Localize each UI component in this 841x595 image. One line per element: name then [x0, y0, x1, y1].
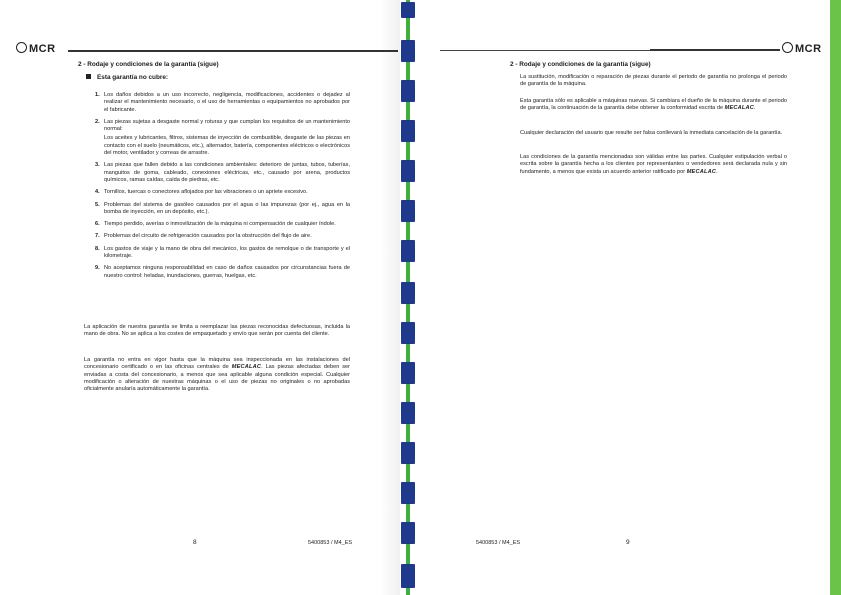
right-page	[420, 0, 828, 595]
binding-ring	[401, 402, 415, 424]
item-text	[104, 189, 350, 196]
list-item	[95, 233, 350, 240]
item-number: 6.	[95, 221, 100, 228]
binding-ring	[401, 362, 415, 384]
list-item	[95, 119, 350, 157]
section-title-right: 2 - Rodaje y condiciones de la garantía (sigue)	[510, 61, 651, 68]
item-body: Tiempo perdido, averías o inmovilización de la máquina ni compensación de cualquier índole.	[104, 221, 336, 228]
item-number: 5.	[95, 201, 100, 208]
section-title-left: 2 - Rodaje y condiciones de la garantía (sigue)	[78, 61, 219, 68]
mecalac-brand-logo: MECALAC	[231, 364, 262, 371]
list-item	[95, 92, 350, 114]
warranty-activation-paragraph	[84, 357, 350, 393]
left-page	[0, 0, 400, 595]
coverage-exclusions-heading	[86, 74, 168, 81]
binding-ring	[401, 120, 415, 142]
logo-text: MCR	[795, 43, 822, 55]
item-body: Los daños debidos a un uso incorrecto, negligencia, modificaciones, accidentes o dejadez al realizar el mantenimiento necesario, o el uso de herramientas o equipamientos no aprobados por el fabricante.	[104, 92, 350, 113]
binding-ring	[401, 40, 415, 62]
mecalac-brand-logo: MECALAC	[686, 168, 717, 175]
binding-ring	[401, 522, 415, 544]
item-text	[104, 202, 350, 217]
warranty-extension-paragraph: La sustitución, modificación o reparación de piezas durante el periodo de garantía no prolonga el periodo de garantía de la máquina.	[520, 74, 787, 88]
item-number: 7.	[95, 233, 100, 240]
item-subtext: Los aceites y lubricantes, filtros, sistemas de inyección de combustible, desgaste de las piezas en contacto con el suelo (neumáticos, etc.), alternador, batería, componentes eléctricos o electrónicos del motor, ventilador y correas de arrastre.	[104, 135, 350, 157]
item-body: No aceptamos ninguna responsabilidad en caso de daños causados por circunstancias fuera de nuestro control: heladas, inundaciones, guerras, huelgas, etc.	[104, 265, 350, 279]
logo-text: MCR	[29, 43, 56, 55]
list-item	[95, 189, 350, 196]
list-item	[95, 265, 350, 280]
binding-ring	[401, 442, 415, 464]
bullet-label: Esta garantía no cubre:	[97, 74, 169, 81]
item-text	[104, 92, 350, 114]
doc-code-right: 5400853 / M4_ES	[476, 540, 521, 546]
binding-ring	[401, 482, 415, 504]
page-number-right: 9	[626, 539, 630, 546]
item-body: Las piezas sujetas a desgaste normal y roturas y que cumplan los requisitos de un mantenimiento normal:	[104, 118, 350, 133]
item-text	[104, 221, 350, 228]
item-number: 9.	[95, 265, 100, 272]
list-item	[95, 202, 350, 217]
page-number-left: 8	[193, 539, 197, 546]
binding-ring	[401, 200, 415, 222]
list-item	[95, 221, 350, 228]
binding-ring	[401, 564, 415, 588]
warranty-scope-paragraph: La aplicación de nuestra garantía se limita a reemplazar las piezas reconocidas defectuosas, incluida la mano de obra. No se aplica a los costes de empaquetado y envío que serán por cuenta del cliente.	[84, 324, 350, 338]
item-text	[104, 265, 350, 280]
binding-ring	[401, 2, 415, 18]
mcr-logo-right	[782, 42, 822, 55]
exclusions-list	[95, 92, 350, 285]
doc-code-left: 5400853 / M4_ES	[308, 540, 353, 546]
header-rule	[68, 50, 398, 52]
item-body: Problemas del sistema de gasóleo causados por el agua o las impurezas (por ej., agua en la bomba de inyección, en un depósito, etc.).	[104, 201, 350, 215]
item-number: 2.	[95, 118, 100, 125]
item-body: Problemas del circuito de refrigeración causados por la obstrucción del flujo de aire.	[104, 233, 312, 240]
item-text	[104, 119, 350, 157]
paragraph-text: .	[754, 105, 756, 112]
paragraph-text: .	[716, 168, 718, 175]
item-number: 1.	[95, 92, 100, 98]
binding-ring	[401, 282, 415, 304]
item-body: Tornillos, tuercas o conectores aflojados por las vibraciones o un apriete excesivo.	[104, 189, 308, 196]
item-number: 3.	[95, 162, 100, 169]
mecalac-brand-logo: MECALAC	[724, 105, 755, 112]
item-text	[104, 233, 350, 240]
item-text	[104, 246, 350, 261]
conditions-validity-paragraph	[520, 154, 787, 176]
item-body: Las piezas que fallen debido a las condiciones ambientales: deterioro de juntas, tubos, tuberías, manguitos de goma, cableado, conexiones eléctricas, etc., causado por arena, productos químicos, ramas caídas, caída de piedras, etc.	[104, 162, 350, 183]
binding-ring	[401, 322, 415, 344]
gutter-shadow	[380, 0, 400, 595]
item-text	[104, 162, 350, 184]
header-rule-bold	[650, 49, 780, 51]
mcr-logo-left	[16, 42, 56, 55]
logo-circle-icon	[16, 42, 27, 53]
list-item	[95, 162, 350, 184]
paragraph-text: . Las piezas afectadas deben ser enviadas a costa del concesionario, a menos que sea aplicable alguna condición especial. Cualquier modificación o alteración de nuestras máquinas o el uso de piezas no originales o no aprobadas oficialmente anularía automáticamente la garantía.	[84, 364, 350, 393]
binding-ring	[401, 80, 415, 102]
paragraph-text: Las condiciones de la garantía mencionadas son válidas entre las partes. Cualquier estipulación verbal o escrita sobre la garantía hecha a los clientes por representantes o vendedores será declarada nula y sin fundamento, a menos que exista un acuerdo anterior ratificado por	[520, 154, 787, 175]
item-number: 8.	[95, 245, 100, 252]
list-item	[95, 246, 350, 261]
paragraph-text: Esta garantía sólo es aplicable a máquinas nuevas. Si cambiara el dueño de la máquina durante el periodo de garantía, la continuación de la garantía debe obtener la conformidad escrita de	[520, 98, 787, 112]
item-body: Los gastos de viaje y la mano de obra del mecánico, los gastos de remolque o de transporte y el kilometraje.	[104, 245, 350, 260]
logo-circle-icon	[782, 42, 793, 53]
square-bullet-icon	[86, 74, 91, 79]
item-number: 4.	[95, 189, 100, 196]
page-edge-tab	[830, 0, 841, 595]
new-machines-paragraph	[520, 98, 787, 113]
false-declaration-paragraph: Cualquier declaración del usuario que resulte ser falsa conllevará la inmediata cancelación de la garantía.	[520, 130, 783, 136]
paragraph-text: La garantía no entra en vigor hasta que la máquina sea inspeccionada en las instalaciones del concesionario certificado o en las oficinas centrales de	[84, 357, 350, 371]
binding-ring	[401, 160, 415, 182]
binding-ring	[401, 240, 415, 262]
